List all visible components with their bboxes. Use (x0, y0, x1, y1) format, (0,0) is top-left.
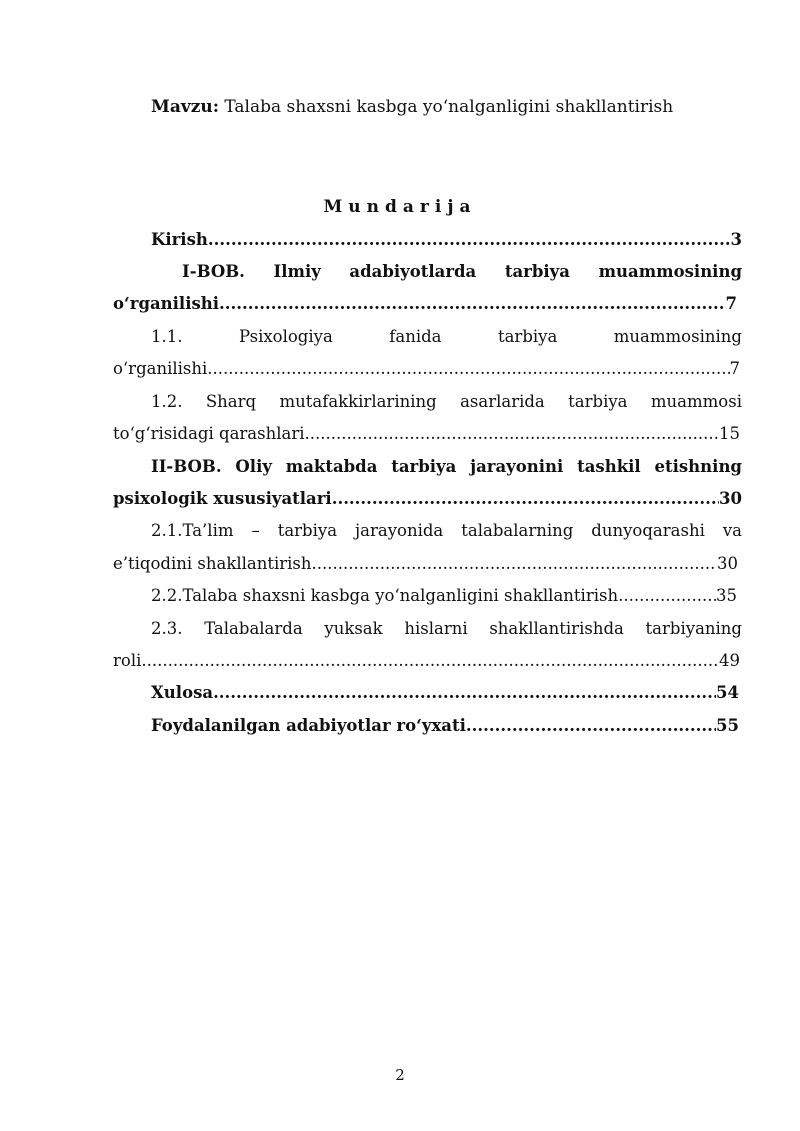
word: 1.2. (151, 392, 183, 411)
toc-page-number: 30 (717, 554, 738, 573)
word: fanida (389, 327, 442, 346)
word: tarbiya (504, 262, 570, 281)
toc-entry-bob1-line2 (113, 294, 737, 314)
toc-entry-text: o‘rganilishi (113, 359, 208, 378)
dot-leader (312, 554, 717, 574)
toc-page-number: 55 (716, 716, 739, 735)
page-number: 2 (395, 1066, 405, 1084)
dot-leader (219, 294, 725, 314)
word: 2.1.Ta’lim (151, 521, 234, 540)
word: va (722, 521, 742, 540)
dot-leader (208, 230, 731, 250)
toc-entry-text: Kirish (151, 230, 208, 249)
toc-entry-1-2-line2 (113, 424, 740, 444)
word: tarbiya (497, 327, 558, 346)
topic-line (151, 97, 673, 117)
toc-title: Mundarija (323, 197, 477, 217)
word: jarayonida (355, 521, 444, 540)
word: I-BOB. (182, 262, 245, 281)
toc-entry-text: roli (113, 651, 142, 670)
toc-entry-text: o‘rganilishi (113, 294, 220, 313)
word: tarbiya (277, 521, 338, 540)
word: mutafakkirlarining (279, 392, 437, 411)
toc-page-number: 30 (719, 489, 742, 508)
word: Oliy (235, 457, 272, 476)
toc-page-number: 35 (716, 586, 737, 605)
toc-entry-adabiyotlar (151, 716, 739, 736)
toc-entry-text: Xulosa (151, 683, 214, 702)
word: – (251, 521, 260, 540)
word: jarayonini (470, 457, 564, 476)
dot-leader (305, 424, 719, 444)
word: maktabda (285, 457, 378, 476)
toc-page-number: 54 (716, 683, 739, 702)
dot-leader (332, 489, 719, 509)
word: shakllantirishda (489, 619, 624, 638)
word: muammosining (613, 327, 742, 346)
word: Talabalarda (204, 619, 303, 638)
toc-page-number: 49 (719, 651, 740, 670)
word: Ilmiy (273, 262, 321, 281)
dot-leader (213, 683, 716, 703)
word: asarlarida (460, 392, 545, 411)
dot-leader (207, 359, 729, 379)
toc-page-number: 15 (719, 424, 740, 443)
toc-entry-1-2-line1 (151, 392, 742, 412)
toc-entry-1-1-line2 (113, 359, 740, 379)
word: hislarni (404, 619, 468, 638)
word: adabiyotlarda (349, 262, 477, 281)
toc-page-number: 7 (729, 359, 740, 378)
word: etishning (654, 457, 742, 476)
toc-page-number: 7 (725, 294, 737, 313)
word: tarbiya (568, 392, 628, 411)
word: tarbiya (391, 457, 457, 476)
toc-entry-text: psixologik xususiyatlari (113, 489, 332, 508)
toc-entry-text: 2.2.Talaba shaxsni kasbga yo‘nalganligini shakllantirish (151, 586, 619, 605)
dot-leader (618, 586, 716, 606)
topic-label: Mavzu: (151, 97, 219, 117)
toc-entry-2-3-line1 (151, 619, 742, 639)
word: dunyoqarashi (591, 521, 705, 540)
word: II-BOB. (151, 457, 222, 476)
topic-text: Talaba shaxsni kasbga yo‘nalganligini shakllantirish (219, 97, 674, 117)
word: 1.1. (151, 327, 183, 346)
toc-entry-2-1-line1 (151, 521, 742, 541)
toc-entry-2-2 (151, 586, 737, 606)
word: Sharq (205, 392, 257, 411)
toc-entry-2-1-line2 (113, 554, 738, 574)
toc-entry-text: to‘g‘risidagi qarashlari (113, 424, 305, 443)
toc-entry-text: Foydalanilgan adabiyotlar ro‘yxati (151, 716, 466, 735)
toc-entry-kirish (151, 230, 742, 250)
word: yuksak (324, 619, 383, 638)
dot-leader (466, 716, 716, 736)
word: tashkil (577, 457, 641, 476)
toc-entry-1-1-line1 (151, 327, 742, 347)
word: talabalarning (461, 521, 574, 540)
toc-entry-xulosa (151, 683, 739, 703)
toc-page-number: 3 (730, 230, 742, 249)
toc-entry-bob1-line1 (182, 262, 742, 282)
word: muammosi (650, 392, 742, 411)
word: 2.3. (151, 619, 183, 638)
toc-entry-bob2-line2 (113, 489, 742, 509)
word: Psixologiya (238, 327, 333, 346)
dot-leader (141, 651, 719, 671)
word: muammosining (598, 262, 742, 281)
toc-entry-2-3-line2 (113, 651, 740, 671)
toc-entry-text: e’tiqodini shakllantirish (113, 554, 312, 573)
toc-entry-bob2-line1 (151, 457, 742, 477)
word: tarbiyaning (645, 619, 742, 638)
